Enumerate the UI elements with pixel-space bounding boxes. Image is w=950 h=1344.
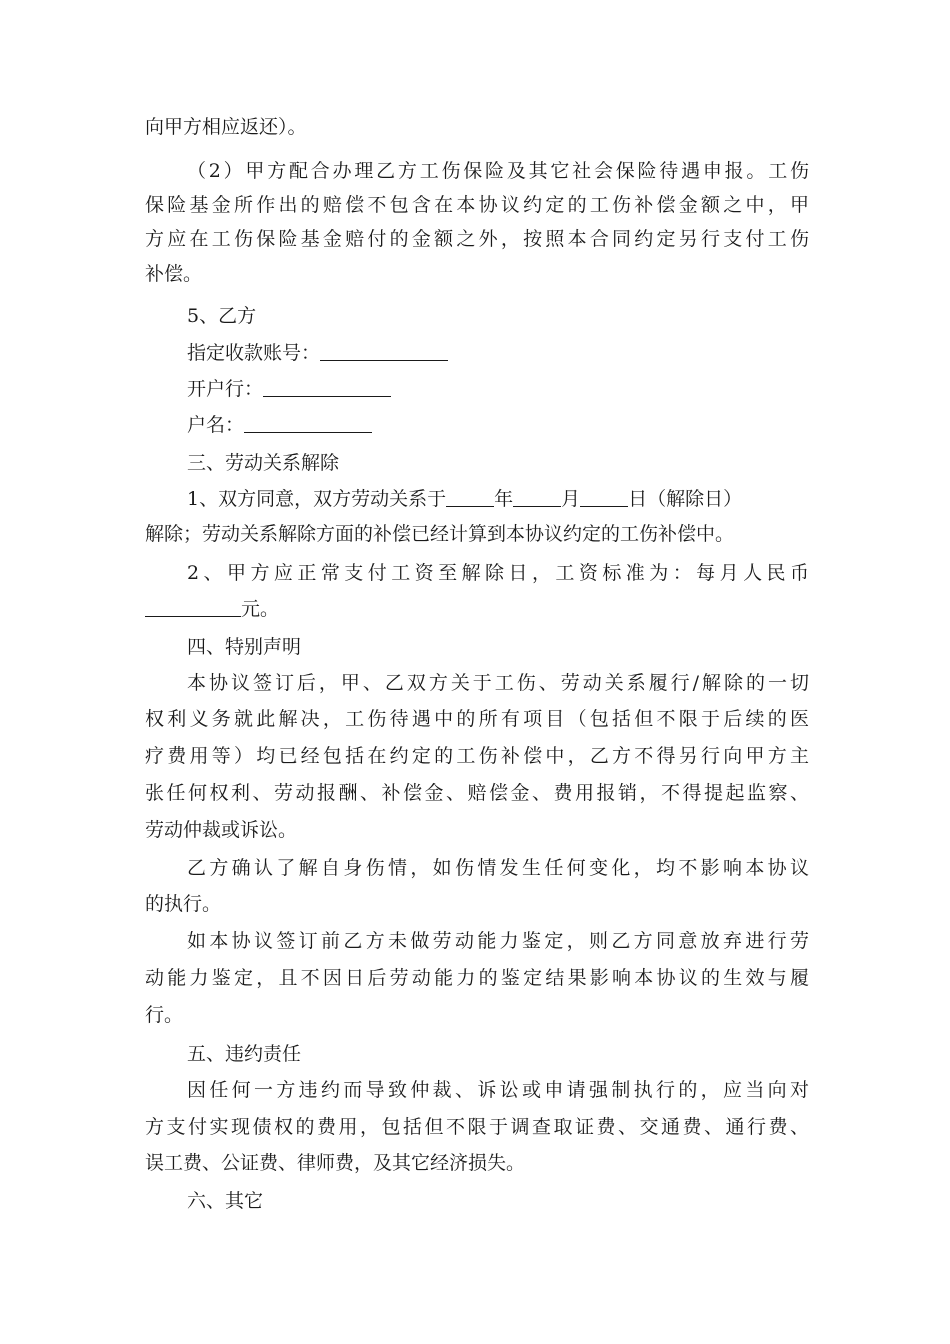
field-label: 户名： [187,414,245,436]
blank-line [320,342,448,361]
paragraph-line: 保险基金所作出的赔偿不包含在本协议约定的工伤补偿金额之中，甲 [145,194,809,216]
text-segment: 元。 [241,598,280,620]
paragraph-line: 本协议签订后，甲、乙双方关于工伤、劳动关系履行/解除的一切 [187,672,809,694]
paragraph-line: 方支付实现债权的费用，包括但不限于调查取证费、交通费、通行费、 [145,1116,809,1138]
section-heading: 六、其它 [187,1190,264,1212]
paragraph-line: 方应在工伤保险基金赔付的金额之外，按照本合同约定另行支付工伤 [145,228,809,250]
text-segment: 日（解除日） [628,488,743,510]
blank-line [145,598,241,617]
paragraph-line: 行。 [145,1004,184,1026]
text-segment: 1、双方同意，双方劳动关系于 [187,488,447,510]
paragraph-line: 误工费、公证费、律师费，及其它经济损失。 [145,1152,526,1174]
text-segment: 月 [561,488,581,510]
paragraph-line: 向甲方相应返还）。 [145,116,307,138]
account-number-field [187,340,448,366]
field-label: 指定收款账号： [187,342,321,364]
paragraph-line [187,486,742,512]
blank-line [263,378,391,397]
section-heading: 四、特别声明 [187,636,302,658]
paragraph-line: 张任何权利、劳动报酬、补偿金、赔偿金、费用报销，不得提起监察、 [145,782,809,804]
paragraph-line: 乙方确认了解自身伤情，如伤情发生任何变化，均不影响本协议 [187,857,809,879]
paragraph-line: 补偿。 [145,263,203,285]
blank-line [580,488,628,507]
paragraph-line: 疗费用等）均已经包括在约定的工伤补偿中，乙方不得另行向甲方主 [145,745,809,767]
blank-line [244,414,372,433]
paragraph-line: 如本协议签订前乙方未做劳动能力鉴定，则乙方同意放弃进行劳 [187,930,809,952]
section-subheading: 5、乙方 [187,305,257,327]
blank-line [446,488,494,507]
paragraph-line: 权利义务就此解决，工伤待遇中的所有项目（包括但不限于后续的医 [145,708,809,730]
paragraph-line [145,596,279,622]
paragraph-line: 的执行。 [145,893,222,915]
paragraph-line: （2）甲方配合办理乙方工伤保险及其它社会保险待遇申报。工伤 [187,160,809,182]
paragraph-line: 劳动仲裁或诉讼。 [145,819,298,841]
section-heading: 五、违约责任 [187,1043,302,1065]
paragraph-line: 解除；劳动关系解除方面的补偿已经计算到本协议约定的工伤补偿中。 [145,523,735,545]
account-name-field [187,412,372,438]
blank-line [513,488,561,507]
paragraph-line: 动能力鉴定，且不因日后劳动能力的鉴定结果影响本协议的生效与履 [145,967,809,989]
text-segment: 年 [494,488,514,510]
section-heading: 三、劳动关系解除 [187,452,340,474]
field-label: 开户行： [187,378,264,400]
bank-field [187,376,391,402]
paragraph-line: 2、甲方应正常支付工资至解除日，工资标准为：每月人民币 [187,562,809,584]
paragraph-line: 因任何一方违约而导致仲裁、诉讼或申请强制执行的，应当向对 [187,1079,809,1101]
